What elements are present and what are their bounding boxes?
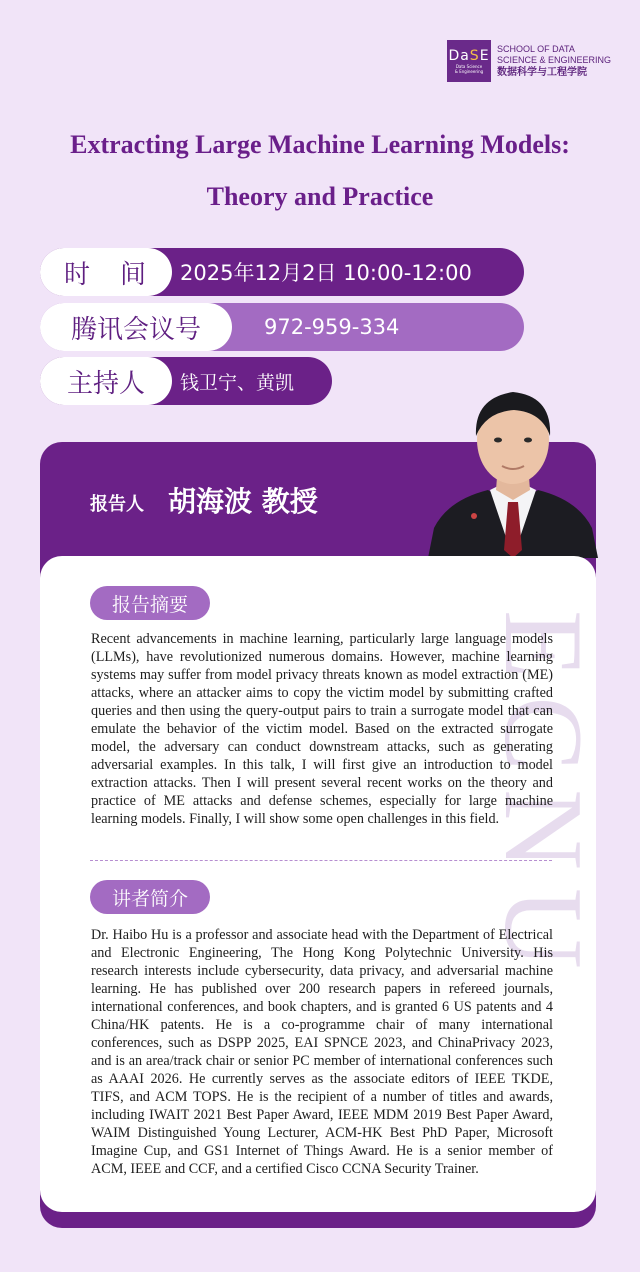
info-value-host: 钱卫宁、黄凯 bbox=[180, 371, 295, 394]
info-label-meeting: 腾讯会议号 bbox=[40, 303, 232, 351]
school-name-en-1: SCHOOL OF DATA bbox=[497, 43, 575, 54]
logo-subtitle-1: Data Science bbox=[455, 64, 483, 69]
speaker-label: 报告人 bbox=[90, 494, 144, 515]
logo-mark-text: DaSE bbox=[448, 48, 490, 64]
info-value-meeting: 972-959-334 bbox=[264, 315, 400, 339]
logo-subtitle-2: & Engineering bbox=[454, 69, 484, 74]
talk-title-line2: Theory and Practice bbox=[206, 182, 434, 211]
bio-tag: 讲者简介 bbox=[90, 880, 210, 914]
info-value-time: 2025年12月2日 10:00-12:00 bbox=[180, 261, 472, 285]
school-name-en-2: SCIENCE & ENGINEERING bbox=[497, 54, 612, 65]
speaker-name: 胡海波 教授 bbox=[168, 485, 318, 518]
abstract-text: Recent advancements in machine learning, particularly large language models (LLMs), have revolutionized numerous domains. However, machine learning systems may suffer from model privacy threats known as model extraction (ME) attacks, where an attacker aims to copy the victim model by submitting crafted queries and then using the query-output pairs to train a surrogate model that can emulate the behavior of the victim model. Based on the extracted surrogate model, the adversary can conduct downstream attacks, such as generating adversarial examples. In this talk, I will first give an introduction to model extraction attacks. Then I will present several recent works on the theory and practice of ME attacks and defense schemes, especially for large machine learning models. Finally, I will show some open challenges in this field. bbox=[91, 631, 553, 827]
info-row-time bbox=[40, 248, 524, 296]
ecnu-watermark: ECNU bbox=[481, 610, 605, 987]
info-label-host: 主持人 bbox=[40, 357, 172, 405]
info-row-host bbox=[40, 357, 332, 405]
logo-text bbox=[497, 44, 611, 79]
section-divider bbox=[90, 860, 552, 861]
info-label-time: 时 间 bbox=[40, 248, 172, 296]
logo-mark bbox=[447, 40, 491, 82]
school-logo bbox=[447, 40, 611, 82]
speaker-portrait bbox=[428, 378, 598, 558]
talk-title-line1: Extracting Large Machine Learning Models: bbox=[70, 130, 570, 159]
info-row-meeting bbox=[40, 303, 524, 351]
abstract-tag: 报告摘要 bbox=[90, 586, 210, 620]
school-name-zh: 数据科学与工程学院 bbox=[497, 66, 587, 78]
bio-text: Dr. Haibo Hu is a professor and associate head with the Department of Electrical and Electronic Engineering, The Hong Kong Polytechnic University. His research interests include cybersecurity, data privacy, and adversarial machine learning. He has published over 200 research papers in refereed journals, international conferences, and book chapters, and is granted 6 US patents and 4 China/HK patents. He is a co-programme chair of many international conferences, such as DSPP 2025, EAI SPNCE 2023, and ChinaPrivacy 2023, and is an area/track chair or senior PC member of international conferences such as AAAI 2026. He currently serves as the associate editors of IEEE TKDE, TIFS, and ACM TOPS. He is the recipient of a number of titles and awards, including IWAIT 2021 Best Paper Award, IEEE MDM 2019 Best Paper Award, WAIM Distinguished Young Lecturer, ACM-HK Best PhD Paper, Microsoft Imagine Cup, and GS1 Internet of Things Award. He is a senior member of ACM, IEEE and CCF, and a certified Cisco CCNA Security Trainer. bbox=[91, 927, 553, 1177]
